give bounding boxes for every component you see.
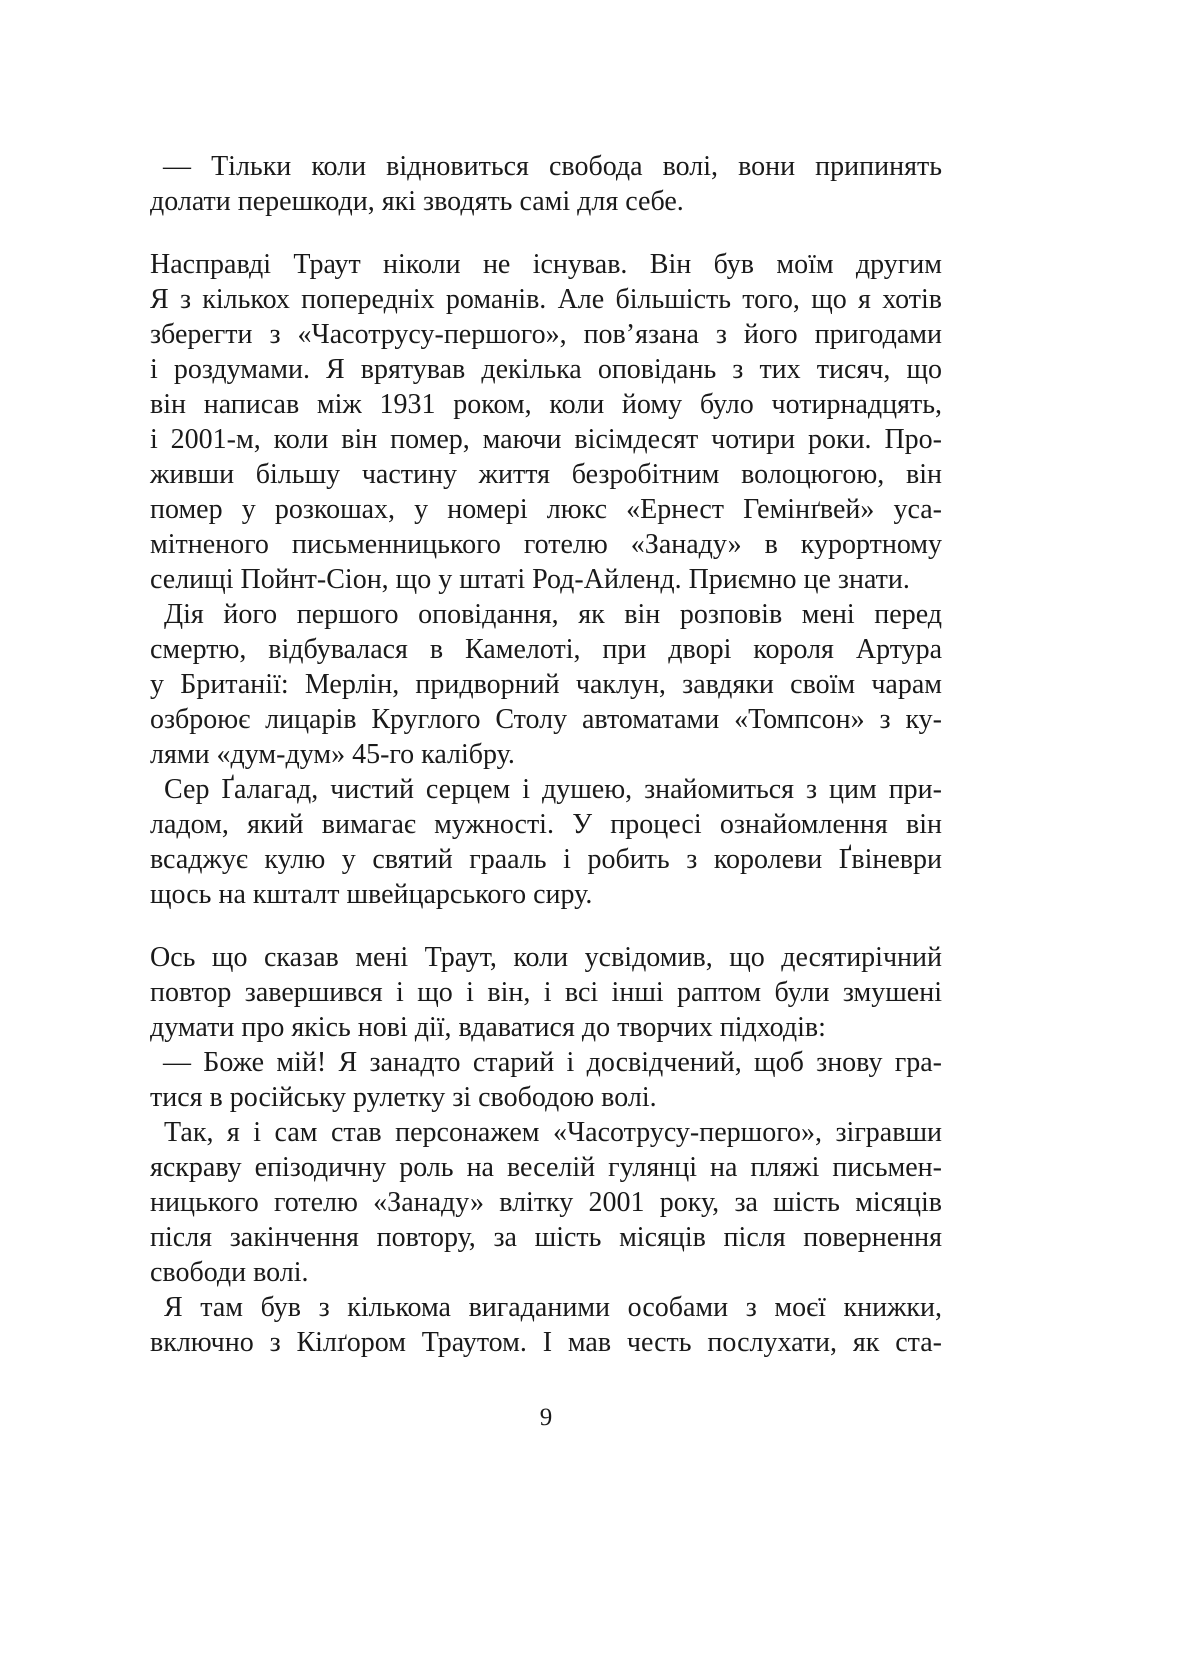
paragraph-narrative-first-story	[150, 597, 942, 772]
text-line: живши більшу частину життя безробітним волоцюгою, він	[150, 459, 942, 490]
paragraph-narrative-sir-galahad	[150, 772, 942, 912]
text-line: смертю, відбувалася в Камелоті, при дворі короля Артура	[150, 634, 942, 665]
text-line: мітненого письменницького готелю «Занаду» в курортному	[150, 529, 942, 560]
text-line: Дія його першого оповідання, як він розповів мені перед	[164, 599, 942, 630]
paragraph-dialogue-quote-2	[150, 1045, 942, 1115]
text-line: після закінчення повтору, за шість місяців після повернення	[150, 1222, 942, 1253]
text-line: — Тільки коли відновиться свобода волі, вони припинять	[163, 151, 942, 182]
paragraph-narrative-became-character	[150, 1115, 942, 1290]
text-line: всаджує кулю у святий грааль і робить з королеви Ґвіневри	[150, 844, 942, 875]
text-line: — Боже мій! Я занадто старий і досвідчений, щоб знову гра-	[163, 1047, 942, 1078]
text-line: зберегти з «Часотрусу-першого», пов’язана з його пригодами	[150, 319, 942, 350]
text-line: Я там був з кількома вигаданими особами з моєї книжки,	[164, 1292, 942, 1323]
text-line: Насправді Траут ніколи не існував. Він був моїм другим	[150, 249, 942, 280]
text-line: ладом, який вимагає мужності. У процесі ознайомлення він	[150, 809, 942, 840]
text-line: селищі Пойнт-Сіон, що у штаті Род-Айленд. Приємно це знати.	[150, 564, 910, 595]
text-line: ницького готелю «Занаду» влітку 2001 року, за шість місяців	[150, 1187, 942, 1218]
text-line: думати про якісь нові дії, вдаватися до творчих підходів:	[150, 1012, 826, 1043]
text-line: Я з кількох попередніх романів. Але більшість того, що я хотів	[150, 284, 942, 315]
text-line: озброює лицарів Круглого Столу автоматами «Томпсон» з ку-	[150, 704, 942, 735]
paragraph-narrative-trout-said	[150, 940, 942, 1045]
text-line: повтор завершився і що і він, і всі інші раптом були змушені	[150, 977, 942, 1008]
text-line: і 2001-м, коли він помер, маючи вісімдесят чотири роки. Про-	[150, 424, 942, 455]
text-line: помер у розкошах, у номері люкс «Ернест Гемінґвей» уса-	[150, 494, 942, 525]
text-line: долати перешкоди, які зводять самі для себе.	[150, 186, 684, 217]
text-line: тися в російську рулетку зі свободою волі.	[150, 1082, 657, 1113]
text-line: Сер Ґалагад, чистий серцем і душею, знайомиться з цим при-	[164, 774, 942, 805]
page-number: 9	[539, 1404, 553, 1431]
paragraph-narrative-i-was-there	[150, 1290, 942, 1360]
text-line: лями «дум-дум» 45-го калібру.	[150, 739, 515, 770]
paragraph-narrative-trout-never-existed	[150, 247, 942, 597]
page-text-block	[150, 149, 942, 1360]
text-line: Так, я і сам став персонажем «Часотрусу-першого», зігравши	[164, 1117, 942, 1148]
text-line: у Британії: Мерлін, придворний чаклун, завдяки своїм чарам	[150, 669, 942, 700]
text-line: яскраву епізодичну роль на веселій гулянці на пляжі письмен-	[150, 1152, 942, 1183]
text-line: він написав між 1931 роком, коли йому було чотирнадцять,	[150, 389, 942, 420]
text-line: Ось що сказав мені Траут, коли усвідомив, що десятирічний	[150, 942, 942, 973]
text-line: щось на кшталт швейцарського сиру.	[150, 879, 593, 910]
paragraph-dialogue-quote-1	[150, 149, 942, 219]
text-line: свободи волі.	[150, 1257, 309, 1288]
text-line: і роздумами. Я врятував декілька оповідань з тих тисяч, що	[150, 354, 942, 385]
text-line: включно з Кілґором Траутом. І мав честь послухати, як ста-	[150, 1327, 942, 1358]
